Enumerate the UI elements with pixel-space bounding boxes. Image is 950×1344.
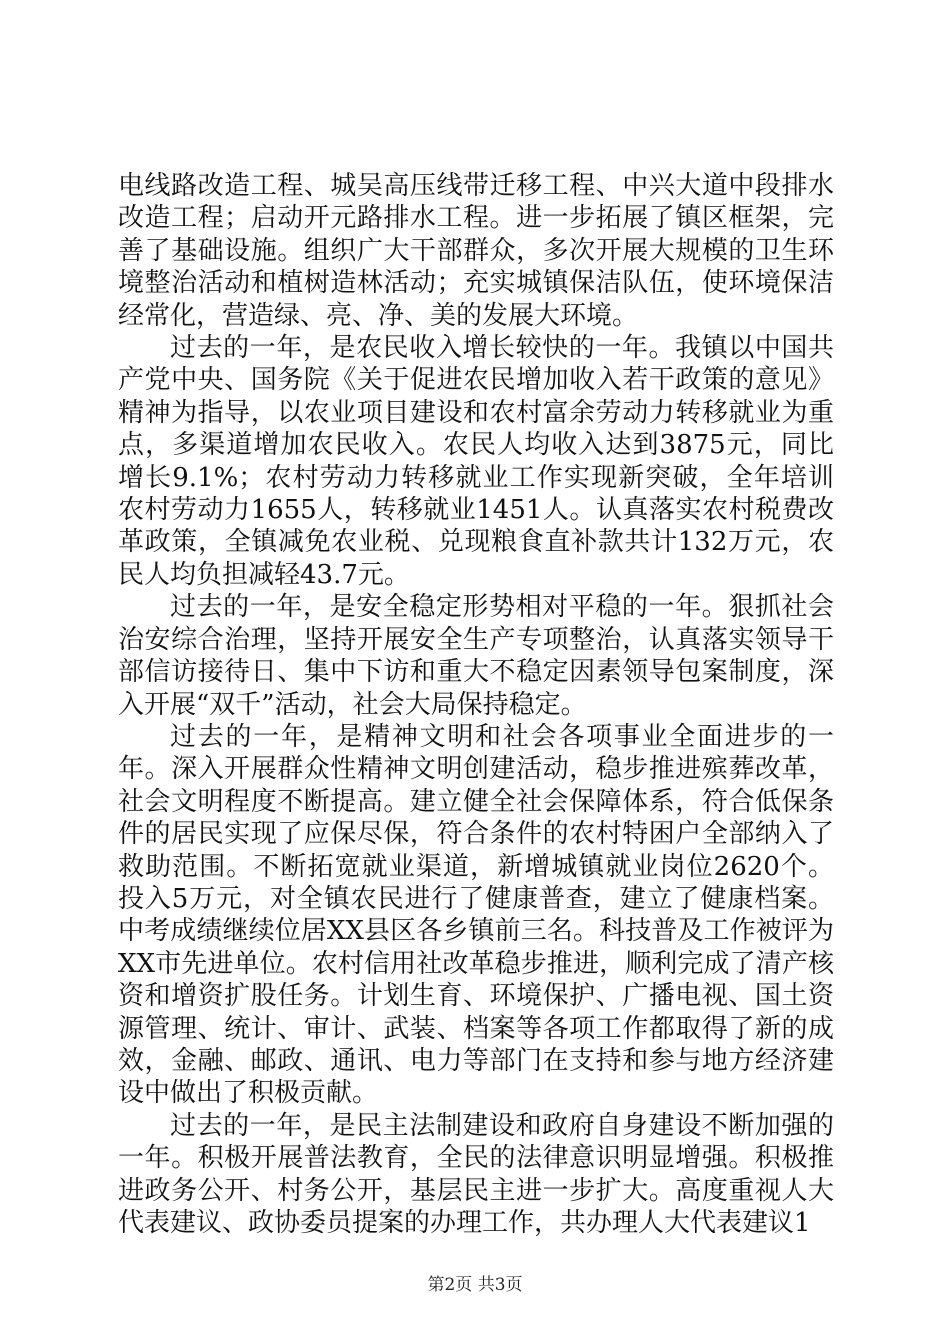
paragraph-democracy-legal: 过去的一年，是民主法制建设和政府自身建设不断加强的一年。积极开展普法教育，全民的法律意识明显增强。积极推进政务公开、村务公开，基层民主进一步扩大。高度重视人大代表建议、政协委员提案的办理工作，共办理人大代表建议1 bbox=[118, 1110, 834, 1238]
paragraph-safety-stability: 过去的一年，是安全稳定形势相对平稳的一年。狠抓社会治安综合治理，坚持开展安全生产专项整治，认真落实领导干部信访接待日、集中下访和重大不稳定因素领导包案制度，深入开展“双千”活动，社会大局保持稳定。 bbox=[118, 592, 834, 720]
paragraph-farmer-income: 过去的一年，是农民收入增长较快的一年。我镇以中国共产党中央、国务院《关于促进农民增加收入若干政策的意见》精神为指导，以农业项目建设和农村富余劳动力转移就业为重点，多渠道增加农民收入。农民人均收入达到3875元，同比增长9.1%；农村劳动力转移就业工作实现新突破，全年培训农村劳动力1655人，转移就业1451人。认真落实农村税费改革政策，全镇减免农业税、兑现粮食直补款共计132万元，农民人均负担减轻43.7元。 bbox=[118, 333, 834, 590]
page-number-footer: 第2页 共3页 bbox=[427, 1275, 523, 1295]
document-body bbox=[118, 170, 834, 1239]
paragraph-infrastructure: 电线路改造工程、城吴高压线带迁移工程、中兴大道中段排水改造工程；启动开元路排水工程。进一步拓展了镇区框架，完善了基础设施。组织广大干部群众，多次开展大规模的卫生环境整治活动和植树造林活动；充实城镇保洁队伍，使环境保洁经常化，营造绿、亮、净、美的发展大环境。 bbox=[118, 171, 834, 331]
paragraph-civilization-progress: 过去的一年，是精神文明和社会各项事业全面进步的一年。深入开展群众性精神文明创建活动，稳步推进殡葬改革，社会文明程度不断提高。建立健全社会保障体系，符合低保条件的居民实现了应保尽保，符合条件的农村特困户全部纳入了救助范围。不断拓宽就业渠道，新增城镇就业岗位2620个。投入5万元，对全镇农民进行了健康普查，建立了健康档案。中考成绩继续位居XX县区各乡镇前三名。科技普及工作被评为XX市先进单位。农村信用社改革稳步推进，顺利完成了清产核资和增资扩股任务。计划生育、环境保护、广播电视、国土资源管理、统计、审计、武装、档案等各项工作都取得了新的成效，金融、邮政、通讯、电力等部门在支持和参与地方经济建设中做出了积极贡献。 bbox=[118, 721, 834, 1109]
